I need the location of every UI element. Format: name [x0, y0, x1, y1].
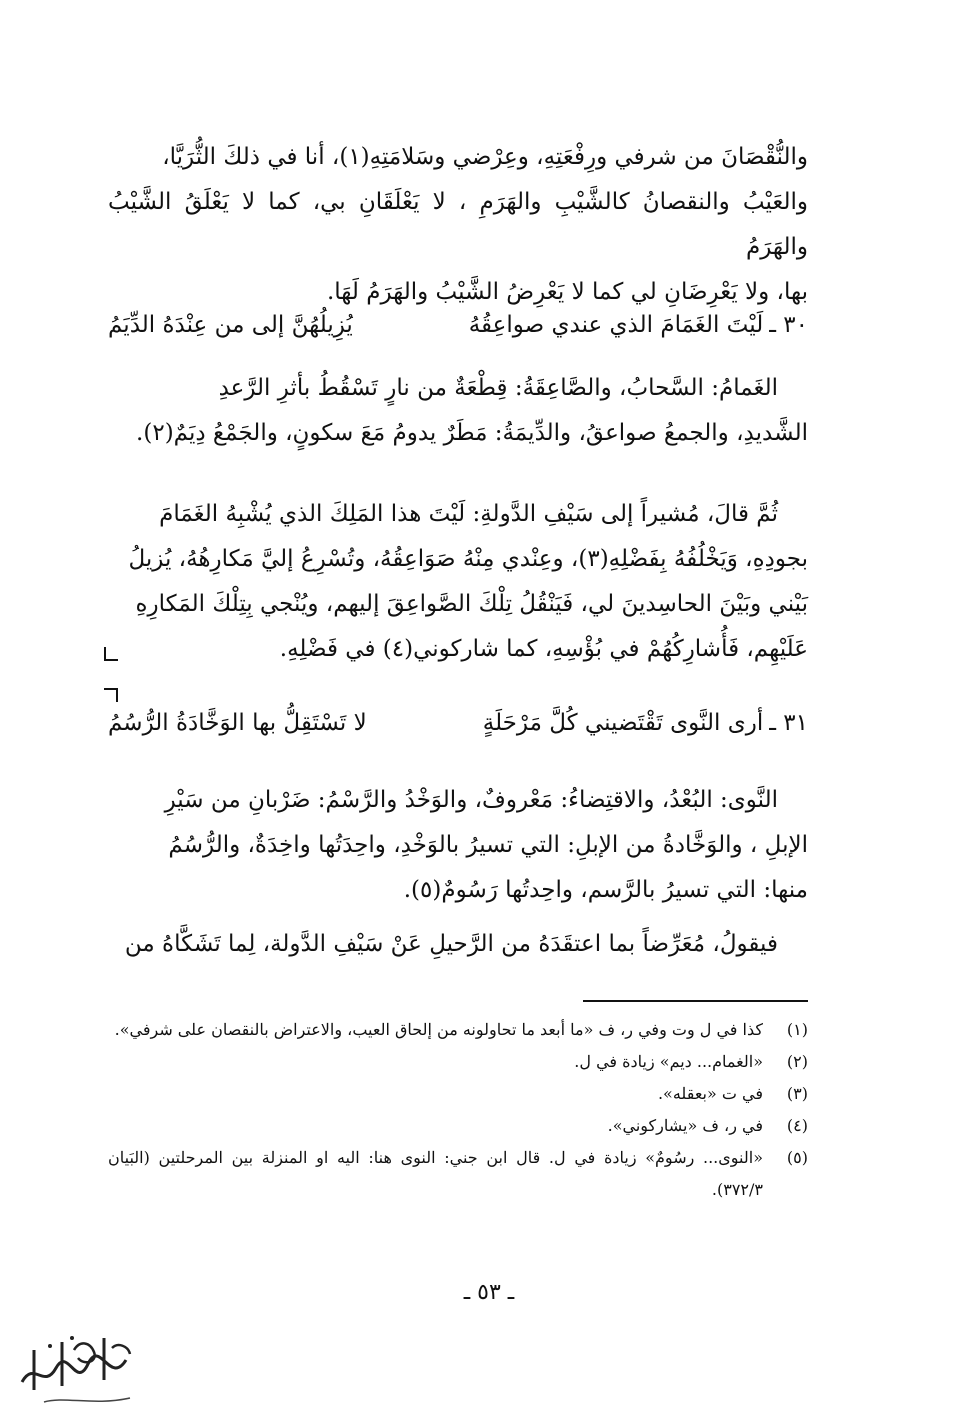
footnote-2: [108, 1046, 808, 1078]
footnote-text: «النوى... رسُومٌ» زيادة في ل. قال ابن جني: النوى هنا: اليه او المنزلة بين المرحلتين (البَيان ٣٧٢/٣).: [108, 1148, 763, 1199]
footnote-text: «الغمام... ديم» زيادة في ل.: [574, 1052, 763, 1071]
footnote-text: كذا في ل وت وفي ر، ف «ما أبعد ما تحاولونه من إلحاق العيب، والاعتراض بالنقصان على شرفي».: [114, 1020, 763, 1039]
text-line: فيقولُ، مُعَرِّضاً بما اعتقَدَهُ من الرَّحيلِ عَنْ سَيْفِ الدَّولة، لِما تَشَكَّاهُ من: [124, 931, 778, 957]
commentary-paragraph-5: [108, 922, 808, 967]
corner-mark-bottom-left: [104, 647, 118, 661]
commentary-paragraph-3: [108, 492, 808, 672]
verse-number: ٣٠ ـ: [769, 312, 808, 338]
footnote-number: (٥): [786, 1148, 808, 1167]
text-line: ثُمَّ قالَ، مُشيراً إلى سَيْفِ الدَّولةِ: لَيْتَ هذا المَلِكَ الذي يُشْبِهُ الغَمَامَ: [159, 501, 778, 527]
commentary-paragraph-4: [108, 778, 808, 913]
text-line: بَيْني وبَيْنَ الحاسِدينَ لي، فَيَنْقُلُ تِلْكَ الصَّواعِقَ إليهم، ويُنْجي بِتِلْكَ المَكارِهِ: [135, 591, 808, 617]
commentary-paragraph-1: [108, 135, 808, 315]
verse-second-hemistich: لا تَسْتَقِلُّ بها الوَخَّادَةُ الرُّسُمُ: [108, 710, 367, 736]
footnote-number: (٢): [786, 1052, 808, 1071]
text-line: منها: التي تسيرُ بالرَّسم، واحِدتُها رَسُومٌ(٥).: [403, 877, 808, 903]
footnote-number: (١): [786, 1020, 808, 1039]
text-line: بجودِهِ، وَيَخْلُفُهُ بِفَضْلِهِ(٣)، وعِنْدي مِنْهُ صَوَاعِقُهُ، وتُسْرِعُ إليَّ مَكارِهُهُ، يُزيلُ: [128, 546, 808, 572]
calligraphy-stamp-logo: [14, 1320, 144, 1412]
page-number: ـ ٥٣ ـ: [463, 1280, 515, 1305]
text-line: والنُّقْصَانَ من شرفي ورِفْعَتِهِ، وعِرْضي وسَلامَتِهِ(١)، أنا في ذلكَ الثُّرَيَّا،: [162, 144, 808, 170]
footnotes: [108, 1014, 808, 1206]
text-line: عَلَيْهِم، فَأُشارِكُهُمْ في بُؤْسِهِ، كما شاركوني(٤) في فَضْلِهِ.: [279, 636, 808, 662]
footnote-number: (٤): [786, 1116, 808, 1135]
commentary-paragraph-2: [108, 366, 808, 456]
text-line: الإبلِ ، والوَخَّادةُ من الإبلِ: التي تسيرُ بالوَخْدِ، واحِدَتُها واخِدَةٌ، والرُّسُمُ: [168, 832, 808, 858]
footnote-4: [108, 1110, 808, 1142]
footnote-1: [108, 1014, 808, 1046]
verse-first-hemistich: لَيْتَ الغَمَامَ الذي عندي صواعِقُهُ: [468, 312, 764, 338]
footnote-text: في ر، ف «يشاركوني».: [607, 1116, 763, 1135]
footnote-5: [108, 1142, 808, 1206]
corner-mark-top-right: [104, 688, 118, 702]
verse-second-hemistich: يُزِيلُهُنَّ إلى من عِنْدَهُ الدِّيَمُ: [108, 312, 353, 338]
footnote-text: في ت «بعقله».: [657, 1084, 763, 1103]
verse-first-hemistich: أرى النَّوى تَقْتَضيني كُلَّ مَرْحَلَةٍ: [482, 710, 764, 736]
text-line: النَّوى: البُعْدُ، والاقتِضاءُ: مَعْروفٌ، والوَخْدُ والرَّسْمُ: ضَرْبانِ من سَيْرِ: [164, 787, 778, 813]
text-line: الشَّديدِ، والجمعُ صواعقُ، والدِّيمَةُ: مَطَرٌ يدومُ مَعَ سكونٍ، والجَمْعُ دِيَمٌ(٢).: [136, 420, 808, 446]
verse-30: [108, 305, 808, 345]
footnote-number: (٣): [786, 1084, 808, 1103]
verse-number: ٣١ ـ: [769, 710, 808, 736]
footnote-separator: [583, 1000, 808, 1002]
text-line: والعَيْبُ والنقصانُ كالشَّيْبِ والهَرَمِ ، لا يَعْلَقَانِ بي، كما لا يَعْلَقُ الشَّيْبُ والهَرَمُ: [108, 189, 808, 260]
verse-31: [108, 703, 808, 743]
text-line: الغَمامُ: السَّحابُ، والصَّاعِقَةُ: قِطْعَةٌ من نارٍ تَسْقُطُ بأثرِ الرَّعدِ: [218, 375, 778, 401]
text-line: بها، ولا يَعْرِضَانِ لي كما لا يَعْرِضُ الشَّيْبُ والهَرَمُ لَهَا.: [326, 279, 808, 305]
footnote-3: [108, 1078, 808, 1110]
